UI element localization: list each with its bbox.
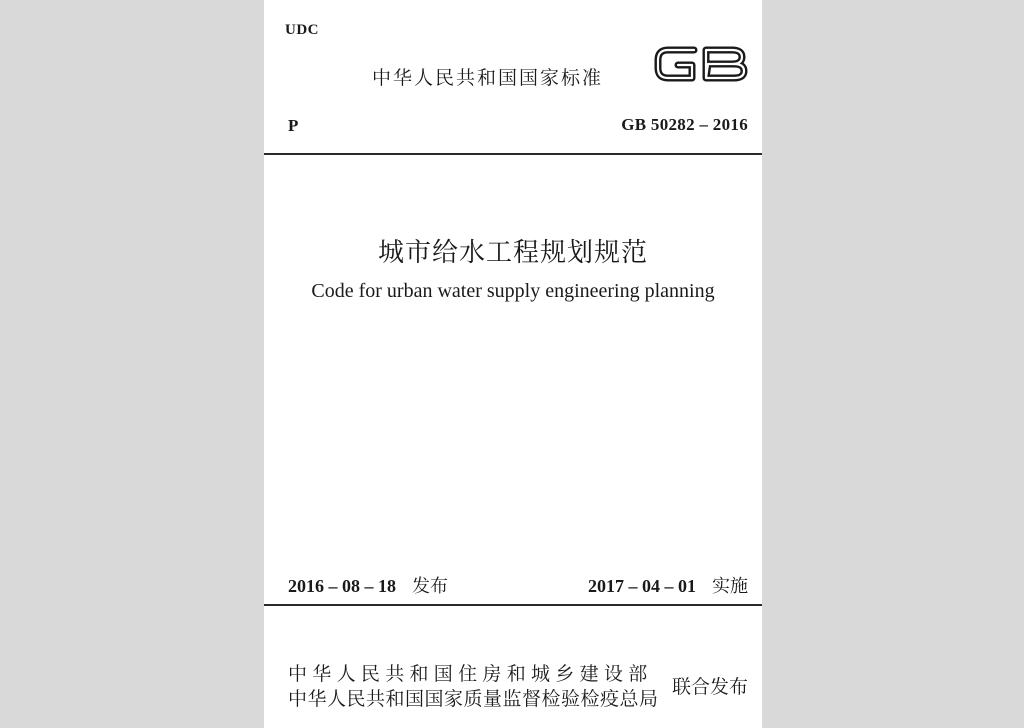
gb-logo bbox=[652, 40, 748, 88]
implementation-date: 2017 – 04 – 01 bbox=[588, 576, 696, 596]
classification-code: P bbox=[288, 116, 299, 135]
issue-label: 发布 bbox=[412, 576, 448, 597]
implementation-label: 实施 bbox=[712, 576, 748, 597]
national-standard-heading: 中华人民共和国国家标准 bbox=[372, 67, 604, 89]
bottom-divider bbox=[264, 604, 762, 606]
issue-date: 2016 – 08 – 18 bbox=[288, 576, 396, 596]
issue-date-line bbox=[288, 572, 448, 598]
implementation-date-line bbox=[588, 572, 748, 598]
joint-issue-label: 联合发布 bbox=[671, 676, 748, 698]
issuer-aqsiq: 中华人民共和国国家质量监督检验检疫总局 bbox=[288, 688, 659, 710]
udc-label: UDC bbox=[285, 22, 319, 38]
top-divider bbox=[264, 153, 762, 155]
issuer-ministry: 中华人民共和国住房和城乡建设部 bbox=[288, 663, 653, 685]
standard-cover-page bbox=[264, 0, 762, 728]
title-chinese: 城市给水工程规划规范 bbox=[377, 238, 648, 268]
standard-number: GB 50282 – 2016 bbox=[621, 115, 748, 134]
title-english: Code for urban water supply engineering planning bbox=[311, 280, 715, 302]
